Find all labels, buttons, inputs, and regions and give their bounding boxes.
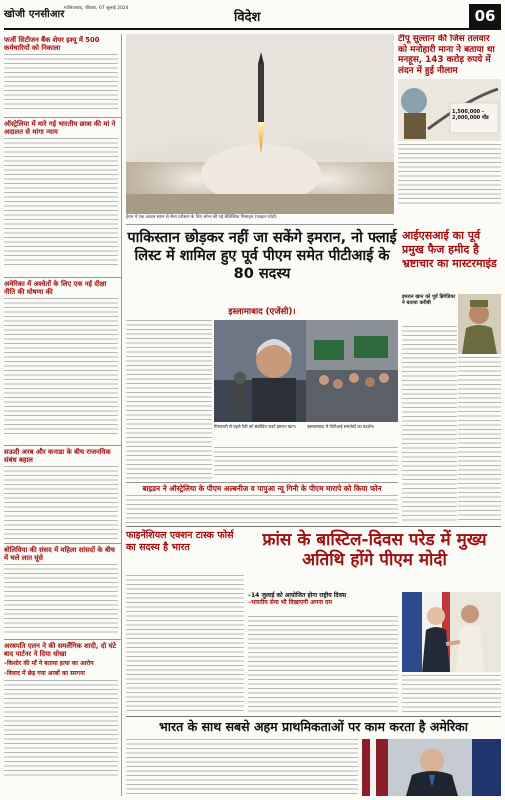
story-body [4,138,118,266]
story-body [126,739,358,796]
story-body [4,298,118,434]
biden-story-headline: बाइडन ने ऑस्ट्रेलिया के पीएम अल्बनीज व पापुआ न्यू गिनी के पीएम मारापे को किया फोन [126,482,398,494]
missile-launch-image [126,34,394,214]
page-header [4,4,501,30]
left-story [4,544,121,640]
us-india-headline: भारत के साथ सबसे अहम प्राथमिकताओं पर काम करता है अमेरिका [159,719,468,734]
leaders-handshake-image [402,592,501,672]
imran-khan-image [214,320,398,422]
officer-portrait-image [458,294,501,354]
story-subheadline: –किशोर की माँ ने बताया हत्या का आरोप [4,660,94,667]
left-story [4,446,121,544]
page-number: 06 [469,4,501,28]
spokesperson-image [362,739,501,796]
story-body [126,320,212,480]
tipu-sword-story [398,34,501,224]
story-headline: अमेरिका में अश्वेतों के लिए एक नई दीक्षा नीति की घोषणा की [4,280,107,296]
photo-caption: ईरान में एक अज्ञात स्थान से सैन्य परीक्षण के लिए लॉन्च की गई बैलिस्टिक मिसाइल (फाइल फोटो) [126,215,394,225]
modi-macron-photo [402,592,501,672]
story-subheadline: –भारतीय सेना भी दिखाएगी अपना दम [248,599,332,606]
dateline: गाजियाबाद, रविवार, 07 जुलाई 2024 [64,6,129,11]
story-headline: ऑस्ट्रेलिया में मारे गई भारतीय छात्रा की मां ने अदालत से मांगा न्याय [4,120,116,136]
story-body [398,144,501,206]
section-divider [126,526,501,527]
story-headline: टीपू सुल्तान की जिस तलवार को मनोहारी माना ने बताया था मनहूस, 143 करोड़ रुपये में लंदन में हुई नीलाम [398,34,495,76]
story-subheadline: –विवाद में छेड़ गया अरबों का सरगना [4,670,85,677]
left-story [4,118,121,278]
story-body [4,54,118,109]
story-body [126,575,244,713]
missile-launch-photo [126,34,394,214]
photo-caption-left: गिरफ्तारी से पहले रैली को संबोधित करते इमरान खान। [214,424,297,429]
story-headline: सऊदी अरब और कनाडा के बीच राजनयिक संबंध बहाल [4,448,111,464]
story-subheadline: इमरान खान को पूर्व ब्रिगेडियर ने बताया करीबी [402,294,456,306]
faiz-hameed-photo [458,294,501,354]
left-news-column [4,34,122,796]
price-figure: 1,500,000 - 2,000,000 पौंड [452,109,489,121]
story-body [458,357,501,522]
story-body [402,326,457,522]
story-subheadline: इस्लामाबाद (एजेंसी)। [228,307,296,317]
us-spokesperson-photo [362,739,501,796]
photo-captions [214,424,398,446]
story-body [126,495,398,523]
story-headline: बोलिविया की संसद में महिला सांसदों के बीच में चले लात घूंसे [4,546,115,562]
left-story [4,34,121,118]
left-story [4,640,121,794]
faiz-hameed-headline: आईएसआई का पूर्व प्रमुख फैज हमीद है भ्रष्टाचार का मास्टरमाइंड [402,229,497,270]
section-title: विदेश [234,10,261,25]
bastille-day-headline: फ्रांस के बास्टिल-दिवस परेड में मुख्य अतिथि होंगे पीएम मोदी [262,530,487,570]
section-divider [126,716,501,717]
story-body [4,564,118,634]
masthead-block [4,4,154,30]
story-headline: पाकिस्तान छोड़कर नहीं जा सकेंगे इमरान, नो फ्लाई लिस्ट में शामिल हुए पूर्व पीएम समेत पीटीआई के 80 सदस्य [127,230,397,282]
story-subheadline: –14 जुलाई को आयोजित होगा राष्ट्रीय दिवस [248,592,347,599]
story-body [402,675,501,715]
story-body [4,680,118,776]
imran-khan-photos [214,320,398,422]
tipu-sword-photo [398,79,501,141]
masthead: खोजी एनसीआर [4,9,65,20]
pakistan-story-headline-box [126,229,398,305]
story-headline: अरबपति एलन ने की समलैंगिक शादी, दो घंटे बाद पार्टनर ने दिया धोखा [4,642,117,658]
story-body [214,447,398,477]
story-body [248,616,398,714]
photo-caption-right: इस्लामाबाद में पीटीआई समर्थकों का प्रदर्शन। [307,424,375,429]
left-story [4,278,121,446]
story-subheadline-block [248,592,398,614]
story-body [4,466,118,540]
fatf-headline: फाइनेंशियल एक्शन टास्क फोर्स का सदस्य है भारत [126,530,234,553]
story-headline: फर्जी सिटीजन बैंक शेयर इश्यू में 500 कर्मचारियों को निकाला [4,36,100,52]
